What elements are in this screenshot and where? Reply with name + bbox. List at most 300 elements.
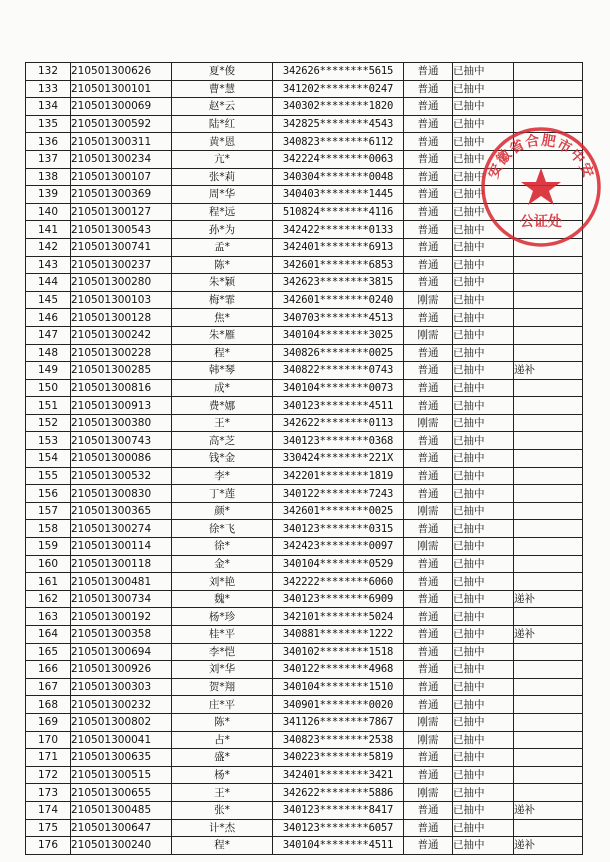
applicant-name-cell: 李*: [172, 467, 273, 485]
draw-status-cell: 已抽中: [453, 115, 514, 133]
remark-cell: [514, 326, 583, 344]
applicant-name-cell: 贺*翔: [172, 678, 273, 696]
table-row: [26, 626, 583, 644]
row-number-cell: 162: [26, 590, 71, 608]
applicant-type-cell: 普通: [404, 150, 453, 168]
draw-status-cell: 已抽中: [453, 749, 514, 767]
applicant-name-cell: 程*远: [172, 203, 273, 221]
applicant-name-cell: 丁*莲: [172, 485, 273, 503]
applicant-name-cell: 朱*颖: [172, 274, 273, 292]
table-row: [26, 590, 583, 608]
remark-cell: [514, 291, 583, 309]
table-row: [26, 766, 583, 784]
table-row: [26, 696, 583, 714]
applicant-name-cell: 刘*华: [172, 661, 273, 679]
draw-status-cell: 已抽中: [453, 485, 514, 503]
remark-cell: [514, 432, 583, 450]
applicant-type-cell: 普通: [404, 837, 453, 855]
draw-status-cell: 已抽中: [453, 186, 514, 204]
application-id-cell: 210501300311: [71, 133, 172, 151]
applicant-type-cell: 普通: [404, 801, 453, 819]
row-number-cell: 171: [26, 749, 71, 767]
application-id-cell: 210501300592: [71, 115, 172, 133]
draw-status-cell: 已抽中: [453, 661, 514, 679]
remark-cell: [514, 555, 583, 573]
applicant-name-cell: 孟*: [172, 238, 273, 256]
id-card-number-cell: 340104********1510: [273, 678, 404, 696]
draw-status-cell: 已抽中: [453, 379, 514, 397]
application-id-cell: 210501300369: [71, 186, 172, 204]
application-id-cell: 210501300485: [71, 801, 172, 819]
applicant-type-cell: 普通: [404, 274, 453, 292]
application-id-cell: 210501300127: [71, 203, 172, 221]
applicant-type-cell: 普通: [404, 520, 453, 538]
id-card-number-cell: 340823********2538: [273, 731, 404, 749]
applicant-type-cell: 普通: [404, 819, 453, 837]
row-number-cell: 144: [26, 274, 71, 292]
application-id-cell: 210501300103: [71, 291, 172, 309]
applicant-type-cell: 普通: [404, 186, 453, 204]
remark-cell: 递补: [514, 837, 583, 855]
id-card-number-cell: 342825********4543: [273, 115, 404, 133]
applicant-type-cell: 刚需: [404, 326, 453, 344]
table-row: [26, 450, 583, 468]
applicant-name-cell: 桂*平: [172, 626, 273, 644]
row-number-cell: 170: [26, 731, 71, 749]
application-id-cell: 210501300647: [71, 819, 172, 837]
table-row: [26, 397, 583, 415]
application-id-cell: 210501300274: [71, 520, 172, 538]
applicant-name-cell: 成*: [172, 379, 273, 397]
id-card-number-cell: 340403********1445: [273, 186, 404, 204]
draw-status-cell: 已抽中: [453, 432, 514, 450]
row-number-cell: 151: [26, 397, 71, 415]
id-card-number-cell: 340104********0529: [273, 555, 404, 573]
table-row: [26, 731, 583, 749]
remark-cell: 递补: [514, 626, 583, 644]
applicant-type-cell: 普通: [404, 238, 453, 256]
row-number-cell: 176: [26, 837, 71, 855]
row-number-cell: 174: [26, 801, 71, 819]
draw-status-cell: 已抽中: [453, 133, 514, 151]
applicant-name-cell: 王*: [172, 414, 273, 432]
applicant-type-cell: 普通: [404, 221, 453, 239]
applicant-type-cell: 普通: [404, 485, 453, 503]
id-card-number-cell: 340881********1222: [273, 626, 404, 644]
id-card-number-cell: 342601********6853: [273, 256, 404, 274]
table-row: [26, 326, 583, 344]
application-id-cell: 210501300743: [71, 432, 172, 450]
id-card-number-cell: 340123********6057: [273, 819, 404, 837]
applicant-type-cell: 普通: [404, 661, 453, 679]
draw-status-cell: 已抽中: [453, 538, 514, 556]
id-card-number-cell: 342626********5615: [273, 63, 404, 81]
application-id-cell: 210501300380: [71, 414, 172, 432]
applicant-name-cell: 赵*云: [172, 98, 273, 116]
remark-cell: [514, 608, 583, 626]
applicant-type-cell: 普通: [404, 696, 453, 714]
table-row: [26, 80, 583, 98]
id-card-number-cell: 342222********6060: [273, 573, 404, 591]
applicant-name-cell: 刘*艳: [172, 573, 273, 591]
applicant-type-cell: 普通: [404, 63, 453, 81]
remark-cell: [514, 678, 583, 696]
application-id-cell: 210501300365: [71, 502, 172, 520]
remark-cell: [514, 749, 583, 767]
id-card-number-cell: 340122********4968: [273, 661, 404, 679]
table-row: [26, 678, 583, 696]
applicant-name-cell: 魏*: [172, 590, 273, 608]
id-card-number-cell: 340123********0315: [273, 520, 404, 538]
row-number-cell: 132: [26, 63, 71, 81]
remark-cell: [514, 379, 583, 397]
applicant-type-cell: 普通: [404, 168, 453, 186]
remark-cell: [514, 485, 583, 503]
table-row: [26, 309, 583, 327]
seal-bottom-text: 公证处: [520, 214, 562, 230]
remark-cell: [514, 713, 583, 731]
application-id-cell: 210501300041: [71, 731, 172, 749]
id-card-number-cell: 340104********4511: [273, 837, 404, 855]
applicant-name-cell: 盛*: [172, 749, 273, 767]
draw-status-cell: 已抽中: [453, 150, 514, 168]
applicant-type-cell: 普通: [404, 678, 453, 696]
row-number-cell: 145: [26, 291, 71, 309]
applicant-name-cell: 占*: [172, 731, 273, 749]
application-id-cell: 210501300635: [71, 749, 172, 767]
draw-status-cell: 已抽中: [453, 168, 514, 186]
remark-cell: 递补: [514, 801, 583, 819]
applicant-name-cell: 韩*琴: [172, 362, 273, 380]
row-number-cell: 138: [26, 168, 71, 186]
applicant-name-cell: 徐*: [172, 538, 273, 556]
id-card-number-cell: 340104********3025: [273, 326, 404, 344]
id-card-number-cell: 342623********3815: [273, 274, 404, 292]
id-card-number-cell: 340223********5819: [273, 749, 404, 767]
applicant-name-cell: 计*杰: [172, 819, 273, 837]
draw-status-cell: 已抽中: [453, 608, 514, 626]
table-row: [26, 573, 583, 591]
application-id-cell: 210501300237: [71, 256, 172, 274]
remark-cell: [514, 450, 583, 468]
remark-cell: [514, 309, 583, 327]
applicant-name-cell: 亢*: [172, 150, 273, 168]
row-number-cell: 169: [26, 713, 71, 731]
row-number-cell: 167: [26, 678, 71, 696]
applicant-name-cell: 朱*雁: [172, 326, 273, 344]
applicant-name-cell: 焦*: [172, 309, 273, 327]
draw-status-cell: 已抽中: [453, 414, 514, 432]
row-number-cell: 148: [26, 344, 71, 362]
row-number-cell: 154: [26, 450, 71, 468]
applicant-type-cell: 普通: [404, 203, 453, 221]
row-number-cell: 165: [26, 643, 71, 661]
application-id-cell: 210501300107: [71, 168, 172, 186]
remark-cell: [514, 274, 583, 292]
id-card-number-cell: 340304********0048: [273, 168, 404, 186]
draw-status-cell: 已抽中: [453, 766, 514, 784]
row-number-cell: 155: [26, 467, 71, 485]
table-row: [26, 608, 583, 626]
draw-status-cell: 已抽中: [453, 520, 514, 538]
id-card-number-cell: 340826********0025: [273, 344, 404, 362]
id-card-number-cell: 342201********1819: [273, 467, 404, 485]
draw-status-cell: 已抽中: [453, 502, 514, 520]
applicant-name-cell: 程*: [172, 837, 273, 855]
applicant-name-cell: 王*: [172, 784, 273, 802]
draw-status-cell: 已抽中: [453, 80, 514, 98]
application-id-cell: 210501300280: [71, 274, 172, 292]
id-card-number-cell: 342401********3421: [273, 766, 404, 784]
application-id-cell: 210501300481: [71, 573, 172, 591]
applicant-name-cell: 高*芝: [172, 432, 273, 450]
remark-cell: [514, 661, 583, 679]
table-row: [26, 274, 583, 292]
draw-status-cell: 已抽中: [453, 326, 514, 344]
id-card-number-cell: 342224********0063: [273, 150, 404, 168]
table-row: [26, 485, 583, 503]
draw-status-cell: 已抽中: [453, 309, 514, 327]
applicant-name-cell: 周*华: [172, 186, 273, 204]
id-card-number-cell: 330424********221X: [273, 450, 404, 468]
applicant-type-cell: 刚需: [404, 414, 453, 432]
applicant-type-cell: 刚需: [404, 538, 453, 556]
draw-status-cell: 已抽中: [453, 450, 514, 468]
applicant-name-cell: 颜*: [172, 502, 273, 520]
row-number-cell: 146: [26, 309, 71, 327]
applicant-name-cell: 张*: [172, 801, 273, 819]
applicant-name-cell: 李*恺: [172, 643, 273, 661]
applicant-name-cell: 陈*: [172, 256, 273, 274]
applicant-name-cell: 张*莉: [172, 168, 273, 186]
applicant-type-cell: 普通: [404, 626, 453, 644]
application-id-cell: 210501300303: [71, 678, 172, 696]
applicant-type-cell: 普通: [404, 379, 453, 397]
row-number-cell: 166: [26, 661, 71, 679]
id-card-number-cell: 340123********4511: [273, 397, 404, 415]
table-row: [26, 520, 583, 538]
remark-cell: [514, 520, 583, 538]
draw-status-cell: 已抽中: [453, 713, 514, 731]
draw-status-cell: 已抽中: [453, 291, 514, 309]
remark-cell: 递补: [514, 362, 583, 380]
remark-cell: [514, 696, 583, 714]
table-row: [26, 784, 583, 802]
draw-status-cell: 已抽中: [453, 626, 514, 644]
applicant-type-cell: 普通: [404, 344, 453, 362]
applicant-name-cell: 曹*慧: [172, 80, 273, 98]
applicant-name-cell: 陆*红: [172, 115, 273, 133]
draw-status-cell: 已抽中: [453, 238, 514, 256]
applicant-name-cell: 费*娜: [172, 397, 273, 415]
id-card-number-cell: 341126********7867: [273, 713, 404, 731]
application-id-cell: 210501300114: [71, 538, 172, 556]
application-id-cell: 210501300734: [71, 590, 172, 608]
table-row: [26, 344, 583, 362]
row-number-cell: 143: [26, 256, 71, 274]
draw-status-cell: 已抽中: [453, 555, 514, 573]
draw-status-cell: 已抽中: [453, 590, 514, 608]
applicant-name-cell: 黄*恩: [172, 133, 273, 151]
remark-cell: [514, 502, 583, 520]
remark-cell: [514, 784, 583, 802]
table-row: [26, 432, 583, 450]
table-row: [26, 555, 583, 573]
applicant-name-cell: 梅*霏: [172, 291, 273, 309]
application-id-cell: 210501300802: [71, 713, 172, 731]
applicant-name-cell: 徐*飞: [172, 520, 273, 538]
application-id-cell: 210501300101: [71, 80, 172, 98]
applicant-type-cell: 普通: [404, 80, 453, 98]
application-id-cell: 210501300626: [71, 63, 172, 81]
remark-cell: [514, 643, 583, 661]
application-id-cell: 210501300741: [71, 238, 172, 256]
row-number-cell: 142: [26, 238, 71, 256]
applicant-type-cell: 普通: [404, 608, 453, 626]
table-row: [26, 801, 583, 819]
remark-cell: [514, 256, 583, 274]
id-card-number-cell: 342601********0025: [273, 502, 404, 520]
application-id-cell: 210501300543: [71, 221, 172, 239]
applicant-type-cell: 普通: [404, 256, 453, 274]
row-number-cell: 152: [26, 414, 71, 432]
row-number-cell: 133: [26, 80, 71, 98]
draw-status-cell: 已抽中: [453, 98, 514, 116]
applicant-type-cell: 普通: [404, 98, 453, 116]
draw-status-cell: 已抽中: [453, 256, 514, 274]
draw-status-cell: 已抽中: [453, 837, 514, 855]
remark-cell: [514, 80, 583, 98]
applicant-name-cell: 钱*金: [172, 450, 273, 468]
row-number-cell: 139: [26, 186, 71, 204]
id-card-number-cell: 342622********0113: [273, 414, 404, 432]
application-id-cell: 210501300240: [71, 837, 172, 855]
applicant-name-cell: 孙*为: [172, 221, 273, 239]
row-number-cell: 147: [26, 326, 71, 344]
applicant-type-cell: 普通: [404, 115, 453, 133]
row-number-cell: 136: [26, 133, 71, 151]
applicant-type-cell: 普通: [404, 133, 453, 151]
application-id-cell: 210501300830: [71, 485, 172, 503]
remark-cell: [514, 731, 583, 749]
applicant-type-cell: 普通: [404, 555, 453, 573]
applicant-type-cell: 普通: [404, 397, 453, 415]
application-id-cell: 210501300358: [71, 626, 172, 644]
table-row: [26, 538, 583, 556]
row-number-cell: 141: [26, 221, 71, 239]
applicant-type-cell: 普通: [404, 362, 453, 380]
table-row: [26, 643, 583, 661]
row-number-cell: 160: [26, 555, 71, 573]
application-id-cell: 210501300118: [71, 555, 172, 573]
applicant-type-cell: 普通: [404, 450, 453, 468]
row-number-cell: 153: [26, 432, 71, 450]
id-card-number-cell: 340123********0368: [273, 432, 404, 450]
remark-cell: [514, 766, 583, 784]
draw-status-cell: 已抽中: [453, 731, 514, 749]
applicant-type-cell: 普通: [404, 573, 453, 591]
id-card-number-cell: 340104********0073: [273, 379, 404, 397]
notary-seal: [478, 124, 604, 250]
applicant-type-cell: 普通: [404, 766, 453, 784]
applicant-type-cell: 普通: [404, 467, 453, 485]
remark-cell: 递补: [514, 590, 583, 608]
applicant-type-cell: 普通: [404, 643, 453, 661]
draw-status-cell: 已抽中: [453, 397, 514, 415]
applicant-type-cell: 普通: [404, 749, 453, 767]
applicant-name-cell: 程*: [172, 344, 273, 362]
id-card-number-cell: 341202********0247: [273, 80, 404, 98]
id-card-number-cell: 342422********0133: [273, 221, 404, 239]
id-card-number-cell: 340703********4513: [273, 309, 404, 327]
applicant-type-cell: 普通: [404, 432, 453, 450]
draw-status-cell: 已抽中: [453, 63, 514, 81]
application-id-cell: 210501300128: [71, 309, 172, 327]
applicant-name-cell: 夏*俊: [172, 63, 273, 81]
row-number-cell: 168: [26, 696, 71, 714]
application-id-cell: 210501300694: [71, 643, 172, 661]
id-card-number-cell: 342423********0097: [273, 538, 404, 556]
id-card-number-cell: 342101********5024: [273, 608, 404, 626]
seal-star-icon: [521, 168, 561, 205]
draw-status-cell: 已抽中: [453, 467, 514, 485]
row-number-cell: 134: [26, 98, 71, 116]
seal-top-text: 安徽省合肥市中安: [485, 132, 597, 181]
id-card-number-cell: 340901********0020: [273, 696, 404, 714]
draw-status-cell: 已抽中: [453, 801, 514, 819]
id-card-number-cell: 340123********6909: [273, 590, 404, 608]
table-row: [26, 749, 583, 767]
applicant-name-cell: 杨*珍: [172, 608, 273, 626]
remark-cell: [514, 467, 583, 485]
row-number-cell: 164: [26, 626, 71, 644]
row-number-cell: 150: [26, 379, 71, 397]
draw-status-cell: 已抽中: [453, 643, 514, 661]
application-id-cell: 210501300242: [71, 326, 172, 344]
id-card-number-cell: 340122********7243: [273, 485, 404, 503]
table-row: [26, 291, 583, 309]
applicant-type-cell: 刚需: [404, 731, 453, 749]
row-number-cell: 137: [26, 150, 71, 168]
id-card-number-cell: 340102********1518: [273, 643, 404, 661]
table-row: [26, 661, 583, 679]
application-id-cell: 210501300532: [71, 467, 172, 485]
id-card-number-cell: 342401********6913: [273, 238, 404, 256]
row-number-cell: 175: [26, 819, 71, 837]
draw-status-cell: 已抽中: [453, 819, 514, 837]
draw-status-cell: 已抽中: [453, 203, 514, 221]
application-id-cell: 210501300232: [71, 696, 172, 714]
application-id-cell: 210501300086: [71, 450, 172, 468]
application-id-cell: 210501300285: [71, 362, 172, 380]
remark-cell: [514, 538, 583, 556]
remark-cell: [514, 98, 583, 116]
id-card-number-cell: 510824********4116: [273, 203, 404, 221]
table-row: [26, 713, 583, 731]
table-row: [26, 63, 583, 81]
row-number-cell: 149: [26, 362, 71, 380]
application-id-cell: 210501300655: [71, 784, 172, 802]
draw-status-cell: 已抽中: [453, 274, 514, 292]
applicant-name-cell: 陈*: [172, 713, 273, 731]
applicant-name-cell: 庄*平: [172, 696, 273, 714]
applicant-name-cell: 杨*: [172, 766, 273, 784]
row-number-cell: 173: [26, 784, 71, 802]
id-card-number-cell: 340823********6112: [273, 133, 404, 151]
table-row: [26, 502, 583, 520]
applicant-type-cell: 刚需: [404, 784, 453, 802]
id-card-number-cell: 340822********0743: [273, 362, 404, 380]
